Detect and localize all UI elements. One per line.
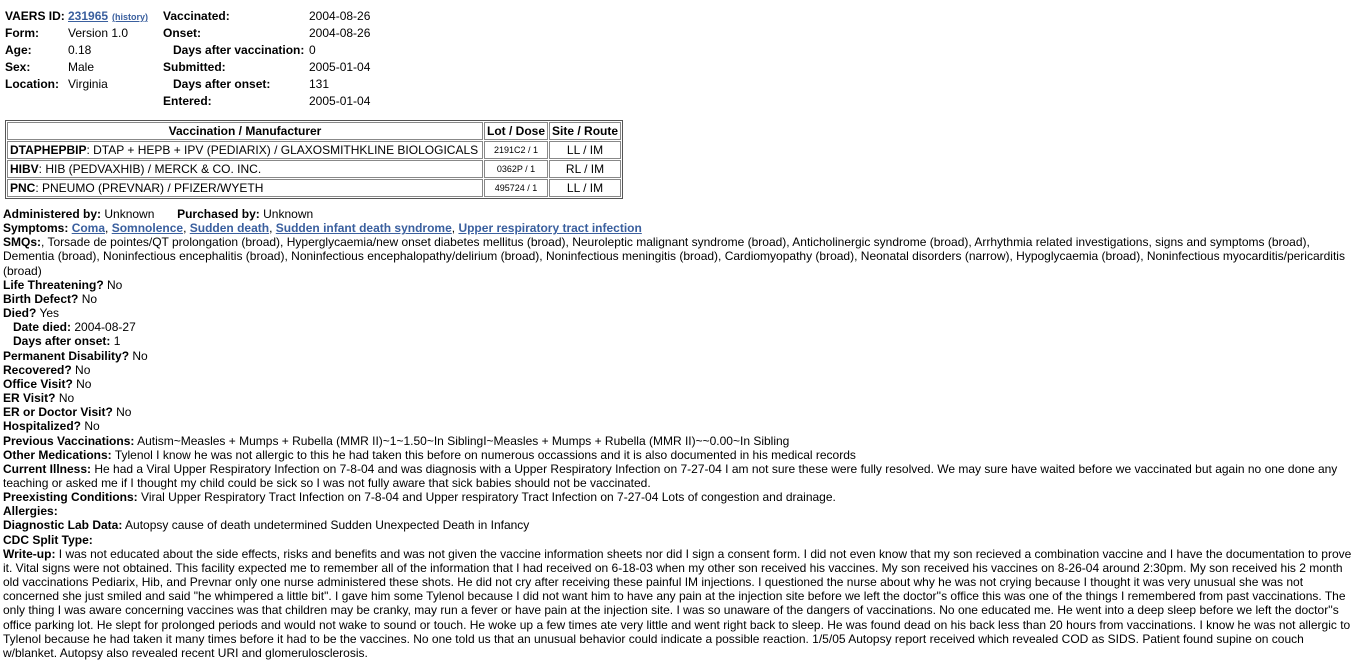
days-after-onset-died-label: Days after onset: (13, 334, 111, 349)
age-value: 0.18 (68, 43, 92, 57)
diagnostic-lab-row (3, 518, 1353, 532)
vaccine-row (7, 179, 621, 197)
permanent-disability-label: Permanent Disability? (3, 348, 130, 363)
form-label: Form: (5, 26, 39, 40)
recovered-value: No (75, 362, 91, 377)
entered-value: 2005-01-04 (309, 94, 371, 108)
vaccinated-label: Vaccinated: (163, 9, 230, 23)
symptom-link-urti[interactable]: Upper respiratory tract infection (458, 221, 642, 236)
current-illness-value: He had a Viral Upper Respiratory Infection on 7-8-04 and was diagnosis with a Upper Respiratory Infection on 7-27-04 I am not sure these were fully resolved. We may sure have waited before we vaccinated but again no one done any teaching or asked me if I thought my child could be sick so I was not fully aware that sick babies should not be vaccinated. (3, 461, 1338, 490)
vaccine-site: RL / IM (549, 160, 621, 178)
date-died-row (3, 320, 1353, 334)
cdc-split-type-label: CDC Split Type: (3, 532, 93, 547)
onset-label: Onset: (163, 26, 202, 40)
vaccine-lot: 495724 / 1 (484, 179, 548, 197)
entered-label: Entered: (163, 94, 212, 108)
vaers-id-label: VAERS ID: (5, 9, 65, 23)
smqs-label: SMQs: (3, 235, 42, 250)
other-medications-label: Other Medications: (3, 447, 112, 462)
administered-value: Unknown (104, 207, 155, 221)
vaccine-table-header (7, 122, 621, 140)
preexisting-conditions-value: Viral Upper Respiratory Tract Infection on 7-8-04 and Upper respiratory Tract Infection on 7-27-04 Lots of congestion and drainage. (141, 490, 836, 505)
office-visit-row (3, 377, 1353, 391)
vaccine-lot: 2191C2 / 1 (484, 141, 548, 159)
hospitalized-label: Hospitalized? (3, 419, 82, 434)
vaccine-code: PNC (10, 181, 36, 195)
vaccine-desc: : HIB (PEDVAXHIB) / MERCK & CO. INC. (38, 162, 262, 176)
sex-label: Sex: (5, 60, 31, 74)
symptoms-row: Symptoms: Coma, Somnolence, Sudden death, Sudden infant death syndrome, Upper respiratory tract infection (3, 221, 642, 236)
age-label: Age: (5, 43, 32, 57)
symptoms-label: Symptoms: (3, 221, 69, 236)
smqs-row (3, 235, 1353, 277)
vaccine-name (7, 160, 483, 178)
died-value: Yes (39, 306, 60, 321)
birth-defect-label: Birth Defect? (3, 291, 79, 306)
permanent-disability-value: No (132, 348, 148, 363)
er-visit-value: No (58, 391, 75, 406)
office-visit-value: No (76, 376, 92, 391)
date-died-label: Date died: (13, 320, 72, 335)
other-medications-value: Tylenol I know he was not allergic to this he had taken this before on numerous occassions and it is also documented in his medical records (114, 447, 856, 462)
er-doctor-visit-label: ER or Doctor Visit? (3, 405, 113, 420)
vaccine-code: HIBV (10, 162, 39, 176)
vaccine-table (5, 120, 623, 199)
symptom-link-sudden-death[interactable]: Sudden death (189, 221, 270, 236)
header-vaccination: Vaccination / Manufacturer (7, 122, 483, 140)
date-died-value: 2004-08-27 (74, 320, 136, 335)
office-visit-label: Office Visit? (3, 376, 73, 391)
previous-vaccinations-label: Previous Vaccinations: (3, 433, 135, 448)
allergies-label: Allergies: (3, 504, 58, 519)
vaccine-desc: : DTAP + HEPB + IPV (PEDIARIX) / GLAXOSMITHKLINE BIOLOGICALS (86, 143, 479, 157)
hospitalized-value: No (84, 419, 100, 434)
vaccine-name (7, 179, 483, 197)
died-label: Died? (3, 306, 37, 321)
life-threatening-value: No (107, 277, 123, 292)
purchased-label: Purchased by: (177, 207, 260, 221)
er-doctor-visit-value: No (116, 405, 132, 420)
days-after-onset-row (3, 334, 1353, 348)
cdc-split-type-row (3, 533, 1353, 547)
sex-value: Male (68, 60, 95, 74)
symptom-link-sids[interactable]: Sudden infant death syndrome (275, 221, 452, 236)
writeup-label: Write-up: (3, 546, 56, 561)
er-visit-row (3, 391, 1353, 405)
vaers-id-link[interactable]: 231965 (68, 9, 109, 23)
vaccinated-value: 2004-08-26 (309, 9, 371, 23)
er-visit-label: ER Visit? (3, 391, 56, 406)
symptom-link-somnolence[interactable]: Somnolence (111, 221, 184, 236)
vaccine-lot: 0362P / 1 (484, 160, 548, 178)
report-details (3, 207, 1353, 660)
purchased-value: Unknown (263, 207, 314, 221)
current-illness-label: Current Illness: (3, 461, 92, 476)
vaccine-name (7, 141, 483, 159)
current-illness-row (3, 462, 1353, 490)
form-value: Version 1.0 (68, 26, 129, 40)
diagnostic-lab-label: Diagnostic Lab Data: (3, 518, 123, 533)
days-after-onset-label: Days after onset: (173, 77, 271, 91)
location-label: Location: (5, 77, 59, 91)
onset-value: 2004-08-26 (309, 26, 371, 40)
header-site-route: Site / Route (549, 122, 621, 140)
submitted-value: 2005-01-04 (309, 60, 371, 74)
died-row (3, 306, 1353, 320)
symptom-link-coma[interactable]: Coma (71, 221, 106, 236)
hospitalized-row (3, 419, 1353, 433)
previous-vaccinations-row (3, 434, 1353, 448)
preexisting-conditions-label: Preexisting Conditions: (3, 490, 138, 505)
life-threatening-row (3, 278, 1353, 292)
days-after-onset-value: 131 (309, 77, 330, 91)
submitted-label: Submitted: (163, 60, 226, 74)
vaccine-site: LL / IM (549, 179, 621, 197)
permanent-disability-row (3, 349, 1353, 363)
vaccine-site: LL / IM (549, 141, 621, 159)
history-link[interactable]: (history) (112, 12, 148, 22)
writeup-value: I was not educated about the side effects, risks and benefits and was not given the vaccine information sheets nor did I sign a consent form. I did not even know that my son recieved a combination vaccine and I have the documentation to prove it. Vital signs were not obtained. This facility expected me to remember all of the information that I had received on 6-18-03 when my other son received his vaccines. My son received his vaccines on 8-26-04 around 2:30pm. My son received his 2 month old vaccinations Pediarix, Hib, and Prevnar only one nurse administered these shots. He did not cry after receiving these painful IM injections. I questioned the nurse about why he was not crying because I thought it was very unusual she was not concerned she just smiled and said "he whimpered a little bit". I gave him some Tylenol because I did not want him to have any pain at the injection site before we left the doctor''s office this was one of the things I remembered from past vaccinations. The only thing I was aware concerning vaccines was that children may be cranky, may run a fever or have pain at the injection site. I was so unaware of the dangers of vaccinations. No one educated me. He went into a deep sleep before we left the doctor''s office parking lot. He slept for prolonged periods and would not wake to sound or touch. He woke up a few times ate very little and went right back to sleep. He was found dead on his back less than 20 hours from vaccinations. I know he was not allergic to Tylenol because he had taken it many times before it had to be the vaccines. No one told us that an unusual behavior could indicate a possible reaction. 1/5/05 Autopsy report received which revealed COD as SIDS. Patient found supine on couch w/blanket. Autopsy also revealed recent URI and glomerulosclerosis. (3, 546, 1352, 660)
er-doctor-visit-row (3, 405, 1353, 419)
vaccine-desc: : PNEUMO (PREVNAR) / PFIZER/WYETH (35, 181, 264, 195)
birth-defect-value: No (81, 291, 98, 306)
days-after-vaccination-value: 0 (309, 43, 316, 57)
header-lot-dose: Lot / Dose (484, 122, 548, 140)
diagnostic-lab-value: Autopsy cause of death undetermined Sudden Unexpected Death in Infancy (125, 518, 530, 533)
administered-row (3, 207, 1353, 221)
vaccine-row (7, 141, 621, 159)
days-after-onset-died-value: 1 (113, 334, 121, 349)
location-value: Virginia (68, 77, 108, 91)
preexisting-conditions-row (3, 490, 1353, 504)
writeup-row (3, 547, 1353, 660)
smqs-value: , Torsade de pointes/QT prolongation (broad), Hyperglycaemia/new onset diabetes mellitus (broad), Neuroleptic malignant syndrome (broad), Anticholinergic syndrome (broad), Arrhythmia related investigations, signs and symptoms (broad), Dementia (broad), Noninfectious encephalitis (broad), Noninfectious encephalopathy/delirium (broad), Noninfectious meningitis (broad), Cardiomyopathy (broad), Neonatal disorders (narrow), Hypoglycaemia (broad), Noninfectious myocarditis/pericarditis (broad) (3, 235, 1345, 278)
birth-defect-row (3, 292, 1353, 306)
vaccine-code: DTAPHEPBIP (10, 143, 87, 157)
days-after-vaccination-label: Days after vaccination: (173, 43, 305, 57)
recovered-label: Recovered? (3, 362, 72, 377)
other-medications-row (3, 448, 1353, 462)
life-threatening-label: Life Threatening? (3, 277, 104, 292)
allergies-row (3, 504, 1353, 518)
administered-label: Administered by: (3, 207, 102, 221)
vaccine-row (7, 160, 621, 178)
recovered-row (3, 363, 1353, 377)
previous-vaccinations-value: Autism~Measles + Mumps + Rubella (MMR II)~1~1.50~In SiblingI~Measles + Mumps + Rubella (MMR II)~~0.00~In Sibling (137, 433, 790, 448)
